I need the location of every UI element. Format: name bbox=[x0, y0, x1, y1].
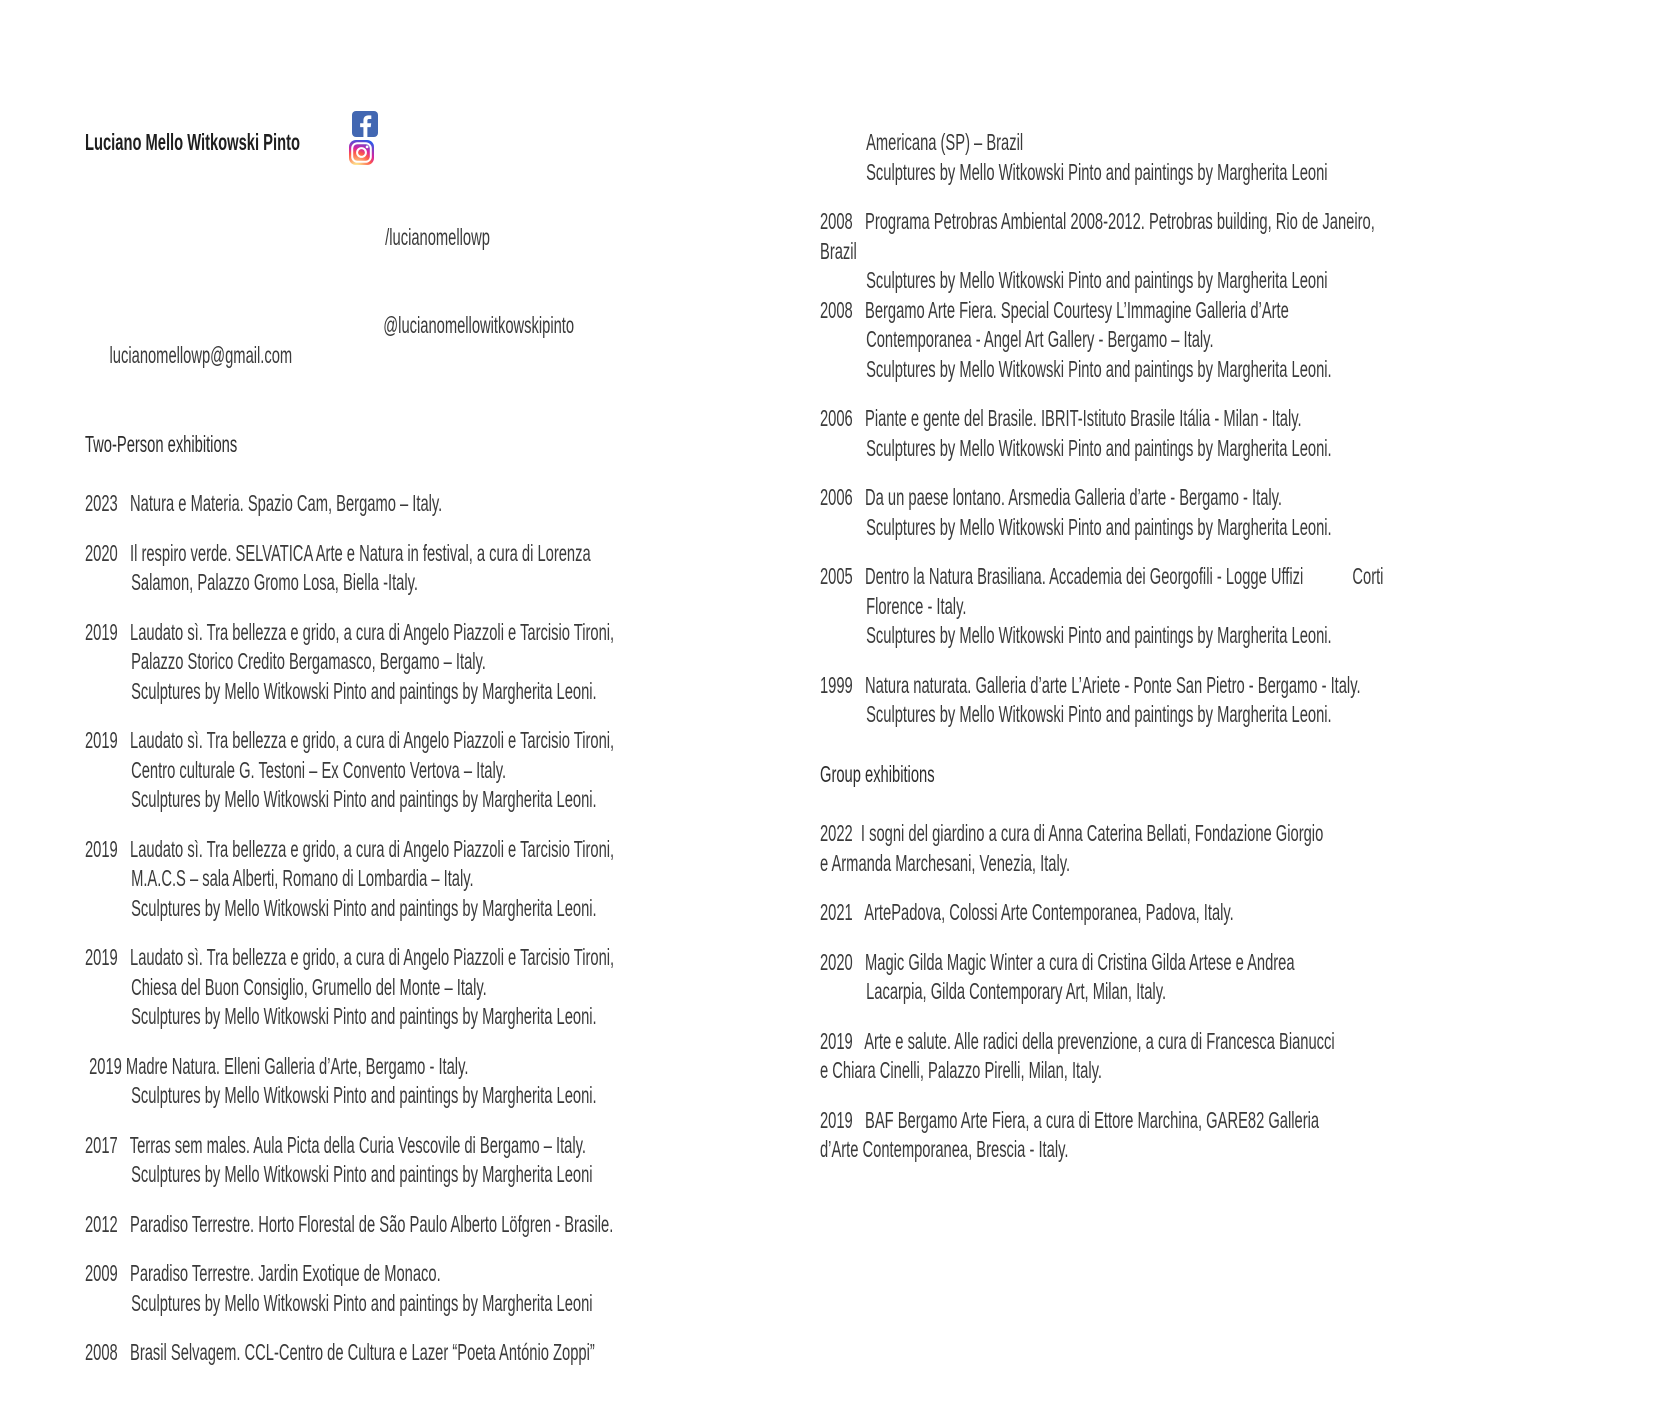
contact-row bbox=[85, 311, 821, 368]
entry-line: Salamon, Palazzo Gromo Losa, Biella -Italy. bbox=[131, 569, 418, 595]
email: lucianomellowp@gmail.com bbox=[109, 341, 293, 368]
entry-line: Palazzo Storico Credito Bergamasco, Bergamo – Italy. bbox=[131, 648, 486, 674]
entry-line: 2019 Arte e salute. Alle radici della prevenzione, a cura di Francesca Bianucci bbox=[820, 1027, 1335, 1054]
entry-line: Florence - Italy. bbox=[866, 592, 967, 619]
exhibition-entry bbox=[820, 671, 1620, 730]
right-exhibitions-list bbox=[820, 128, 1620, 1165]
entry-line: Sculptures by Mello Witkowski Pinto and paintings by Margherita Leoni. bbox=[131, 1082, 597, 1108]
instagram-handle: @lucianomellowitkowskipinto bbox=[383, 312, 575, 338]
entry-line: e Armanda Marchesani, Venezia, Italy. bbox=[820, 849, 1071, 876]
entry-line: 2019 Laudato sì. Tra bellezza e grido, a cura di Angelo Piazzoli e Tarcisio Tironi, bbox=[85, 835, 615, 862]
exhibition-entry bbox=[820, 483, 1620, 542]
entry-line: Contemporanea - Angel Art Gallery - Bergamo – Italy. bbox=[866, 326, 1214, 352]
exhibition-entry bbox=[820, 562, 1620, 651]
entry-line: 2021 ArtePadova, Colossi Arte Contemporanea, Padova, Italy. bbox=[820, 899, 1234, 925]
facebook-row bbox=[85, 223, 821, 253]
entry-line: 2008 Programa Petrobras Ambiental 2008-2012. Petrobras building, Rio de Janeiro, bbox=[820, 208, 1375, 234]
exhibition-entry bbox=[820, 819, 1620, 878]
exhibition-entry bbox=[85, 539, 821, 598]
entry-line: Sculptures by Mello Witkowski Pinto and paintings by Margherita Leoni. bbox=[866, 434, 1332, 461]
entry-line: 1999 Natura naturata. Galleria d’arte L’Ariete - Ponte San Pietro - Bergamo - Italy. bbox=[820, 671, 1361, 698]
exhibition-entry bbox=[820, 207, 1620, 296]
section-heading: Two-Person exhibitions bbox=[85, 430, 238, 457]
right-column bbox=[820, 69, 1620, 1224]
entry-line: 2019 Laudato sì. Tra bellezza e grido, a cura di Angelo Piazzoli e Tarcisio Tironi, bbox=[85, 727, 615, 753]
entry-line: Sculptures by Mello Witkowski Pinto and paintings by Margherita Leoni. bbox=[131, 786, 597, 812]
entry-line: Sculptures by Mello Witkowski Pinto and paintings by Margherita Leoni bbox=[131, 1161, 593, 1187]
entry-line: 2020 Magic Gilda Magic Winter a cura di Cristina Gilda Artese e Andrea bbox=[820, 948, 1295, 975]
entry-line: M.A.C.S – sala Alberti, Romano di Lombardia – Italy. bbox=[131, 865, 474, 891]
exhibition-entry bbox=[820, 1027, 1620, 1086]
entry-line: 2019 Madre Natura. Elleni Galleria d’Arte, Bergamo - Italy. bbox=[85, 1052, 469, 1079]
exhibition-entry bbox=[820, 948, 1620, 1007]
entry-line: Americana (SP) – Brazil bbox=[866, 129, 1024, 155]
exhibition-entry bbox=[85, 1131, 821, 1190]
exhibition-entry bbox=[85, 1338, 821, 1368]
entry-line: 2019 Laudato sì. Tra bellezza e grido, a cura di Angelo Piazzoli e Tarcisio Tironi, bbox=[85, 944, 615, 970]
exhibition-entry bbox=[85, 1210, 821, 1240]
exhibition-entry bbox=[820, 898, 1620, 928]
entry-line: 2019 Laudato sì. Tra bellezza e grido, a cura di Angelo Piazzoli e Tarcisio Tironi, bbox=[85, 618, 615, 645]
exhibition-entry bbox=[820, 128, 1620, 187]
entry-line: Brazil bbox=[820, 237, 857, 264]
entry-line: Sculptures by Mello Witkowski Pinto and paintings by Margherita Leoni bbox=[131, 1289, 593, 1316]
entry-line: Sculptures by Mello Witkowski Pinto and paintings by Margherita Leoni. bbox=[131, 677, 597, 704]
exhibition-entry bbox=[85, 618, 821, 707]
exhibition-entry bbox=[85, 489, 821, 519]
exhibition-entry bbox=[820, 296, 1620, 385]
entry-line: 2008 Brasil Selvagem. CCL-Centro de Cultura e Lazer “Poeta António Zoppi” bbox=[85, 1339, 595, 1365]
entry-line: Sculptures by Mello Witkowski Pinto and paintings by Margherita Leoni. bbox=[866, 513, 1332, 540]
entry-line: 2017 Terras sem males. Aula Picta della Curia Vescovile di Bergamo – Italy. bbox=[85, 1131, 586, 1158]
entry-line: 2009 Paradiso Terrestre. Jardin Exotique de Monaco. bbox=[85, 1260, 441, 1286]
entry-line: e Chiara Cinelli, Palazzo Pirelli, Milan, Italy. bbox=[820, 1057, 1102, 1083]
exhibition-entry bbox=[85, 726, 821, 815]
exhibition-entry bbox=[85, 1052, 821, 1111]
exhibition-entry bbox=[820, 404, 1620, 463]
exhibition-entry bbox=[820, 1106, 1620, 1165]
exhibition-entry bbox=[85, 835, 821, 924]
section-heading: Group exhibitions bbox=[820, 760, 935, 787]
left-column bbox=[85, 69, 821, 1427]
entry-line: 2006 Da un paese lontano. Arsmedia Galleria d’arte - Bergamo - Italy. bbox=[820, 484, 1283, 510]
exhibition-entry bbox=[85, 943, 821, 1032]
entry-line: Sculptures by Mello Witkowski Pinto and paintings by Margherita Leoni. bbox=[866, 622, 1332, 648]
entry-line: 2005 Dentro la Natura Brasiliana. Accademia dei Georgofili - Logge Uffizi Corti bbox=[820, 563, 1384, 589]
facebook-handle: /lucianomellowp bbox=[385, 223, 490, 250]
entry-line: 2022 I sogni del giardino a cura di Anna Caterina Bellati, Fondazione Giorgio bbox=[820, 820, 1324, 846]
entry-line: 2012 Paradiso Terrestre. Horto Florestal de São Paulo Alberto Löfgren - Brasile. bbox=[85, 1210, 614, 1237]
exhibition-entry bbox=[85, 1259, 821, 1318]
entry-line: Sculptures by Mello Witkowski Pinto and paintings by Margherita Leoni. bbox=[866, 355, 1332, 382]
entry-line: Centro culturale G. Testoni – Ex Convento Vertova – Italy. bbox=[131, 756, 507, 783]
entry-line: 2020 Il respiro verde. SELVATICA Arte e Natura in festival, a cura di Lorenza bbox=[85, 539, 591, 566]
entry-line: 2006 Piante e gente del Brasile. IBRIT-Istituto Brasile Itália - Milan - Italy. bbox=[820, 405, 1302, 431]
entry-line: Sculptures by Mello Witkowski Pinto and paintings by Margherita Leoni. bbox=[866, 701, 1332, 727]
instagram-icon bbox=[349, 140, 374, 165]
facebook-icon bbox=[352, 111, 378, 137]
entry-line: d’Arte Contemporanea, Brescia - Italy. bbox=[820, 1136, 1069, 1162]
entry-line: Chiesa del Buon Consiglio, Grumello del Monte – Italy. bbox=[131, 973, 487, 1000]
person-name: Luciano Mello Witkowski Pinto bbox=[85, 129, 300, 155]
entry-line: 2023 Natura e Materia. Spazio Cam, Bergamo – Italy. bbox=[85, 490, 443, 516]
entry-line: Lacarpia, Gilda Contemporary Art, Milan, Italy. bbox=[866, 978, 1167, 1004]
entry-line: Sculptures by Mello Witkowski Pinto and paintings by Margherita Leoni. bbox=[131, 1003, 597, 1029]
entry-line: 2008 Bergamo Arte Fiera. Special Courtesy L’Immagine Galleria d’Arte bbox=[820, 296, 1289, 323]
two-person-exhibitions-list bbox=[85, 430, 821, 1368]
entry-line: Sculptures by Mello Witkowski Pinto and paintings by Margherita Leoni bbox=[866, 158, 1328, 185]
entry-line: Sculptures by Mello Witkowski Pinto and paintings by Margherita Leoni. bbox=[131, 894, 597, 921]
entry-line: Sculptures by Mello Witkowski Pinto and paintings by Margherita Leoni bbox=[866, 267, 1328, 293]
entry-line: 2019 BAF Bergamo Arte Fiera, a cura di Ettore Marchina, GARE82 Galleria bbox=[820, 1106, 1320, 1133]
